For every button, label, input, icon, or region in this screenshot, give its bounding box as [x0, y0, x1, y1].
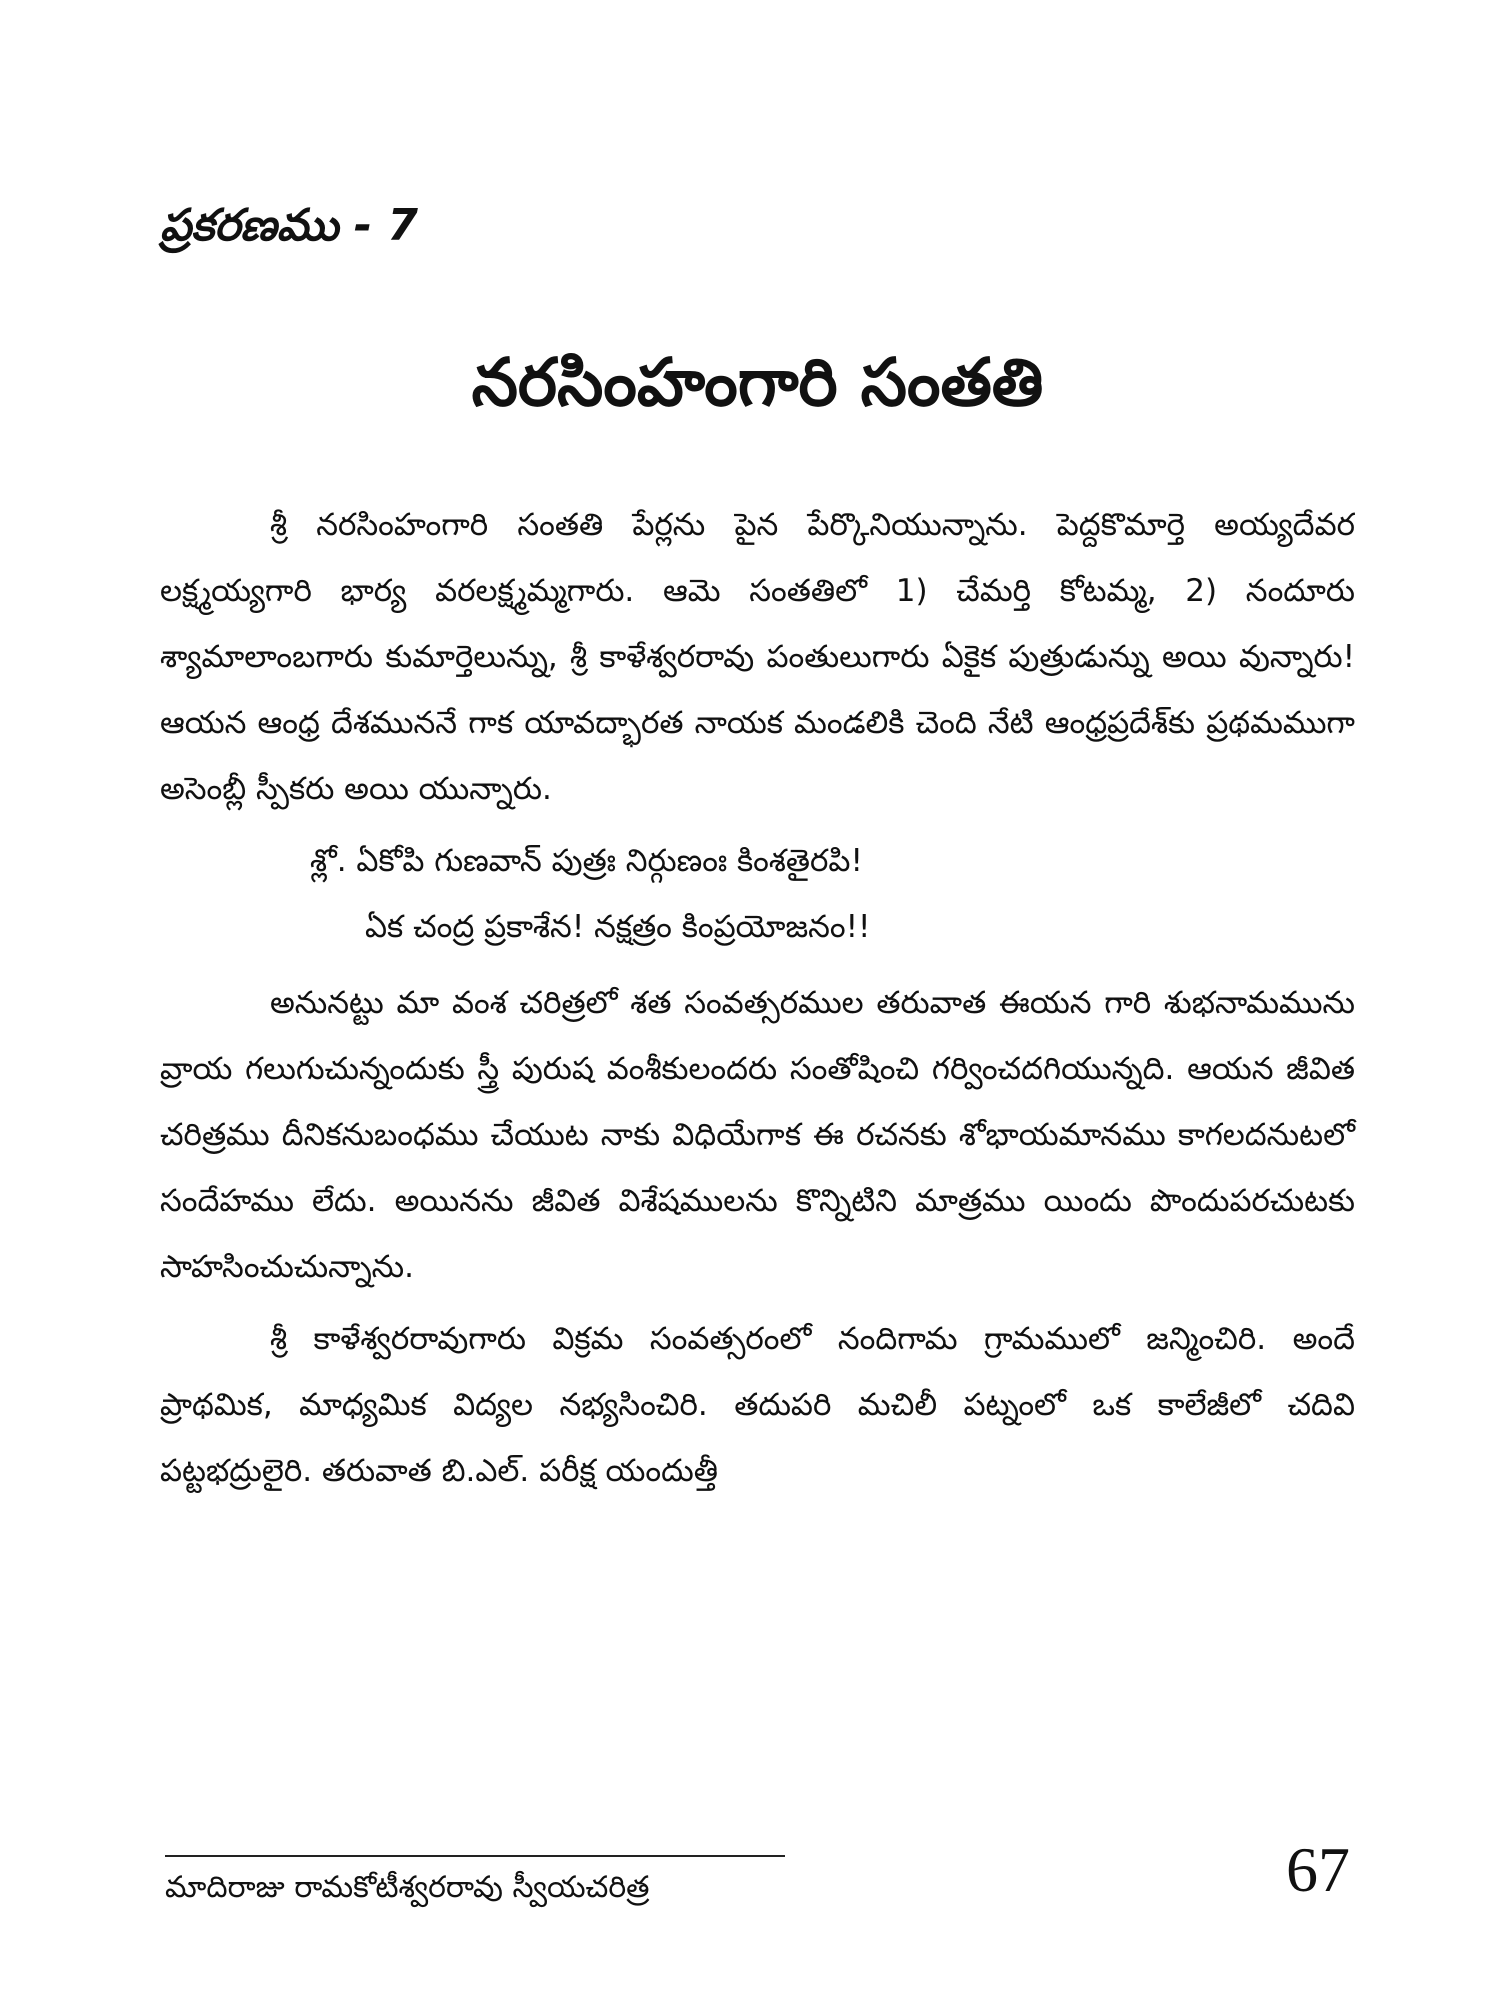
sloka-line-1: శ్లో. ఏకోపి గుణవాన్ పుత్రః నిర్గుణంః కింశతైరపి!	[310, 842, 863, 879]
page-number: 67	[1286, 1834, 1350, 1905]
page-body	[160, 200, 1355, 1900]
footer-book-title: మాదిరాజు రామకోటీశ్వరరావు స్వీయచరిత్ర	[165, 1870, 650, 1905]
sloka-line-2: ఏక చంద్ర ప్రకాశేన! నక్షత్రం కింప్రయోజనం!!	[365, 908, 871, 945]
paragraph-1: శ్రీ నరసింహంగారి సంతతి పేర్లను పైన పేర్కొనియున్నాను. పెద్దకొమార్తె అయ్యదేవర లక్ష్మయ్యగారి భార్య వరలక్ష్మమ్మగారు. ఆమె సంతతిలో 1) చేమర్తి కోటమ్మ, 2) నందూరు శ్యామాలాంబగారు కుమార్తెలున్ను, శ్రీ కాళేశ్వరరావు పంతులుగారు ఏకైక పుత్రుడున్ను అయి వున్నారు! ఆయన ఆంధ్ర దేశముననే గాక యావద్భారత నాయక మండలికి చెంది నేటి ఆంధ్రప్రదేశ్‌కు ప్రథమముగా అసెంబ్లీ స్పీకరు అయి యున్నారు.	[160, 506, 1355, 807]
footer-divider	[165, 1855, 785, 1857]
chapter-heading: ప్రకరణము - 7	[160, 200, 418, 251]
chapter-title: నరసింహంగారి సంతతి	[471, 343, 1044, 421]
paragraph-2: అనునట్టు మా వంశ చరిత్రలో శత సంవత్సరముల తరువాత ఈయన గారి శుభనామమును వ్రాయ గలుగుచున్నందుకు స్త్రీ పురుష వంశీకులందరు సంతోషించి గర్వించదగియున్నది. ఆయన జీవిత చరిత్రము దీనికనుబంధము చేయుట నాకు విధియేగాక ఈ రచనకు శోభాయమానము కాగలదనుటలో సందేహము లేదు. అయినను జీవిత విశేషములను కొన్నిటిని మాత్రము యిందు పొందుపరచుటకు సాహసించుచున్నాను.	[160, 984, 1355, 1285]
paragraph-3: శ్రీ కాళేశ్వరరావుగారు విక్రమ సంవత్సరంలో నందిగామ గ్రామములో జన్మించిరి. అందే ప్రాథమిక, మాధ్యమిక విద్యల నభ్యసించిరి. తదుపరి మచిలీ పట్నంలో ఒక కాలేజీలో చదివి పట్టభద్రులైరి. తరువాత బి.ఎల్. పరీక్ష యందుత్తీ	[160, 1320, 1355, 1489]
